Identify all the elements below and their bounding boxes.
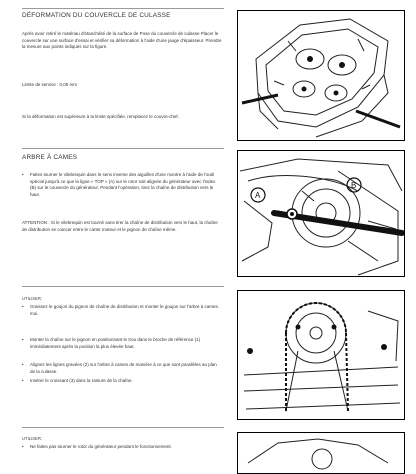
list-item-insert-crescent (22, 378, 222, 385)
list-item-text: Monter la chaîne sur le pignon en positionnant le trou dans le broche de référence (1) immédiatement après la position la plus élevée haut. (30, 337, 201, 349)
attention-note: ATTENTION : Si le vilebrequin est tourné sans tirer la chaîne de distribution vers le haut, la chaîne de distribution se coincer entre le carter moteur et le pignon de chaîne même. (22, 220, 218, 232)
section-title-camshaft: ARBRE À CAMES (22, 154, 78, 161)
bullet: • (22, 304, 24, 309)
section-title-cylinder-head-cover: DÉFORMATION DU COUVERCLE DE CULASSE (22, 12, 171, 19)
bullet: • (22, 378, 24, 383)
section-rule-generator (22, 427, 224, 428)
bullet: • (22, 172, 24, 177)
generator-rotor-figure (237, 150, 405, 277)
list-item-text: Insérer le croissant (3) dans la rainure de la chaîne. (30, 378, 133, 383)
list-item-text: Graissez le goujon du pignon de chaîne de distribution et monter le goujon sur l'arbre à cames. moi. (30, 304, 219, 316)
bullet: • (22, 337, 24, 342)
figure-label-b: B (351, 181, 357, 190)
list-item-text: Alignez les lignes gravées (2) sur l'arbre à cames de manière à ce que sont parallèles au plan de la culasse. (30, 362, 217, 374)
utiliser-label-2: UTILISER: (22, 436, 43, 441)
section-rule-camshaft (22, 148, 224, 149)
paragraph-replacement: Si la déformation est supérieure à la limite spécifiée, remplacez le couvre-chef. (22, 114, 179, 119)
camshaft-sprocket-figure (237, 290, 405, 420)
figure-label-a: A (255, 191, 261, 200)
list-item-text: Faites tourner le vilebrequin dans le sens inverse des aiguilles d'une montre à l'aide de l'outil spécial jusqu'à ce que la ligne « TOP » (A) sur le rotor soit alignée du générateur avec l'index (B) sur le couvercle du générateur. Pendant l'opération, tirez la chaîne de distribution vers le haut. (30, 172, 216, 197)
list-item-mount-chain (22, 337, 222, 350)
list-item-rotate-crankshaft (22, 172, 222, 198)
top-rule (22, 8, 224, 9)
section-rule-install (22, 286, 224, 287)
list-item-align-lines (22, 362, 222, 375)
list-item-no-rotate (22, 444, 222, 451)
generator-figure-partial (237, 432, 405, 474)
service-limit: Limite de service : 0,05 mm (22, 82, 78, 87)
utiliser-label: UTILISER: (22, 296, 43, 301)
list-item-grease-stud (22, 304, 222, 317)
list-item-text: Ne faites pas tourner le rotor du générateur pendant le fonctionnement. (30, 444, 172, 449)
bullet: • (22, 362, 24, 367)
bullet: • (22, 444, 24, 449)
paragraph-procedure: Après avoir retiré le matériau d'étanchéité de la surface de Pose du couvercle de culasse Placer le couvercle sur une surface d'essai et vérifier sa déformation à l'aide d'une jauge d'épaisseur. Prendre la mesure aux points indiqués sur la figure. (22, 31, 222, 50)
cylinder-head-cover-figure (237, 10, 405, 141)
